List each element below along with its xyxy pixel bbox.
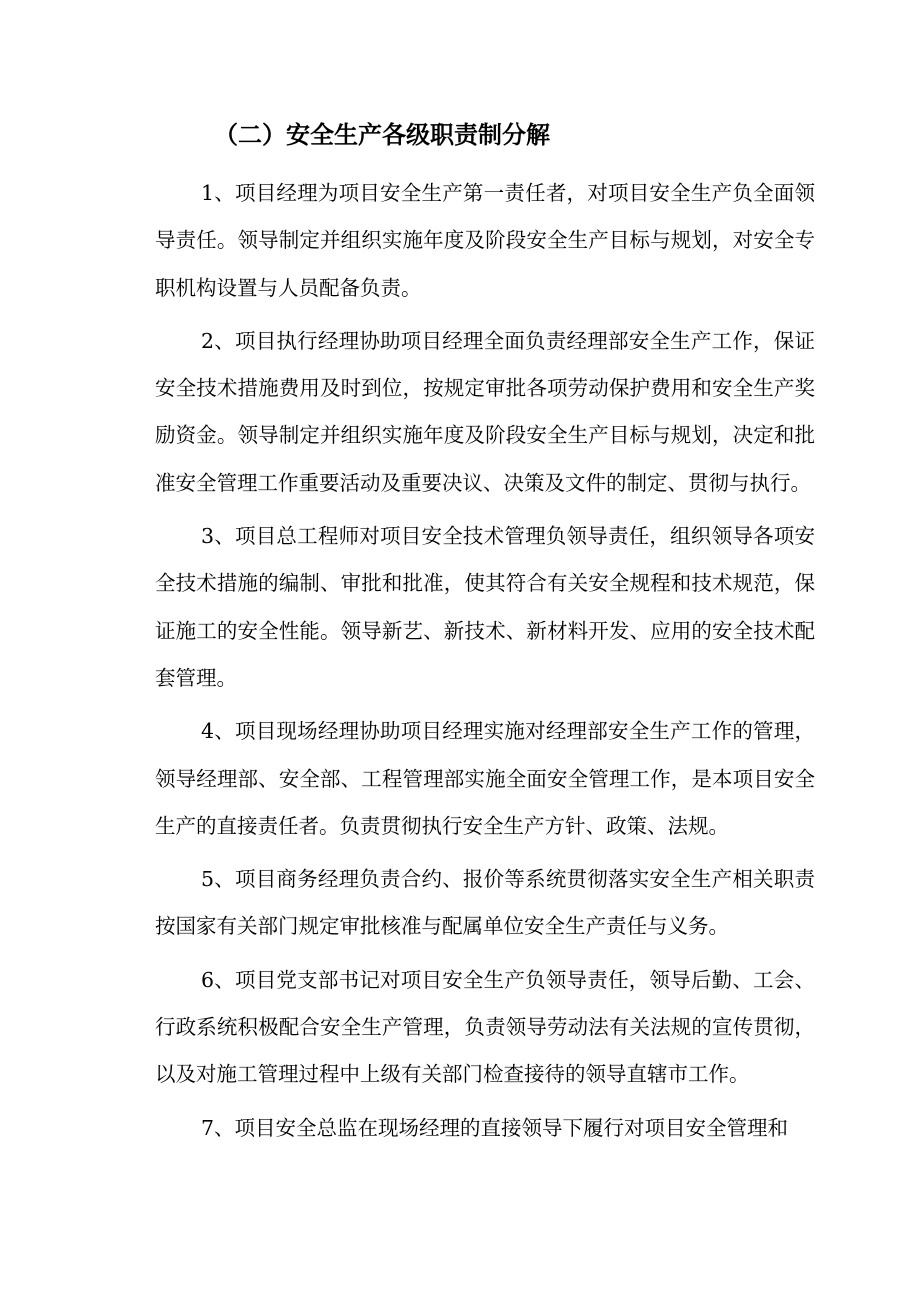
paragraph-2: 2、项目执行经理协助项目经理全面负责经理部安全生产工作，保证安全技术措施费用及时到位，按规定审批各项劳动保护费用和安全生产奖励资金。领导制定并组织实施年度及阶段安全生产目标与规划，决定和批准安全管理工作重要活动及重要决议、决策及文件的制定、贯彻与执行。 xyxy=(155,328,815,495)
paragraph-7: 7、项目安全总监在现场经理的直接领导下履行对项目安全管理和 xyxy=(201,1115,789,1140)
paragraph-6: 6、项目党支部书记对项目安全生产负领导责任，领导后勤、工会、行政系统积极配合安全生产管理，负责领导劳动法有关法规的宣传贯彻，以及对施工管理过程中上级有关部门检查接待的领导直辖市工作。 xyxy=(155,967,815,1087)
paragraph-5: 5、项目商务经理负责合约、报价等系统贯彻落实安全生产相关职责按国家有关部门规定审批核准与配属单位安全生产责任与义务。 xyxy=(155,867,815,939)
paragraph-4: 4、项目现场经理协助项目经理实施对经理部安全生产工作的管理，领导经理部、安全部、工程管理部实施全面安全管理工作，是本项目安全生产的直接责任者。负责贯彻执行安全生产方针、政策、法规。 xyxy=(155,719,815,838)
document-body xyxy=(155,170,815,1158)
paragraph-1: 1、项目经理为项目安全生产第一责任者，对项目安全生产负全面领导责任。领导制定并组织实施年度及阶段安全生产目标与规划，对安全专职机构设置与人员配备负责。 xyxy=(155,181,815,300)
section-heading: （二）安全生产各级职责制分解 xyxy=(214,121,550,149)
paragraph-3: 3、项目总工程师对项目安全技术管理负领导责任，组织领导各项安全技术措施的编制、审批和批准，使其符合有关安全规程和技术规范，保证施工的安全性能。领导新艺、新技术、新材料开发、应用的安全技术配套管理。 xyxy=(155,524,815,690)
